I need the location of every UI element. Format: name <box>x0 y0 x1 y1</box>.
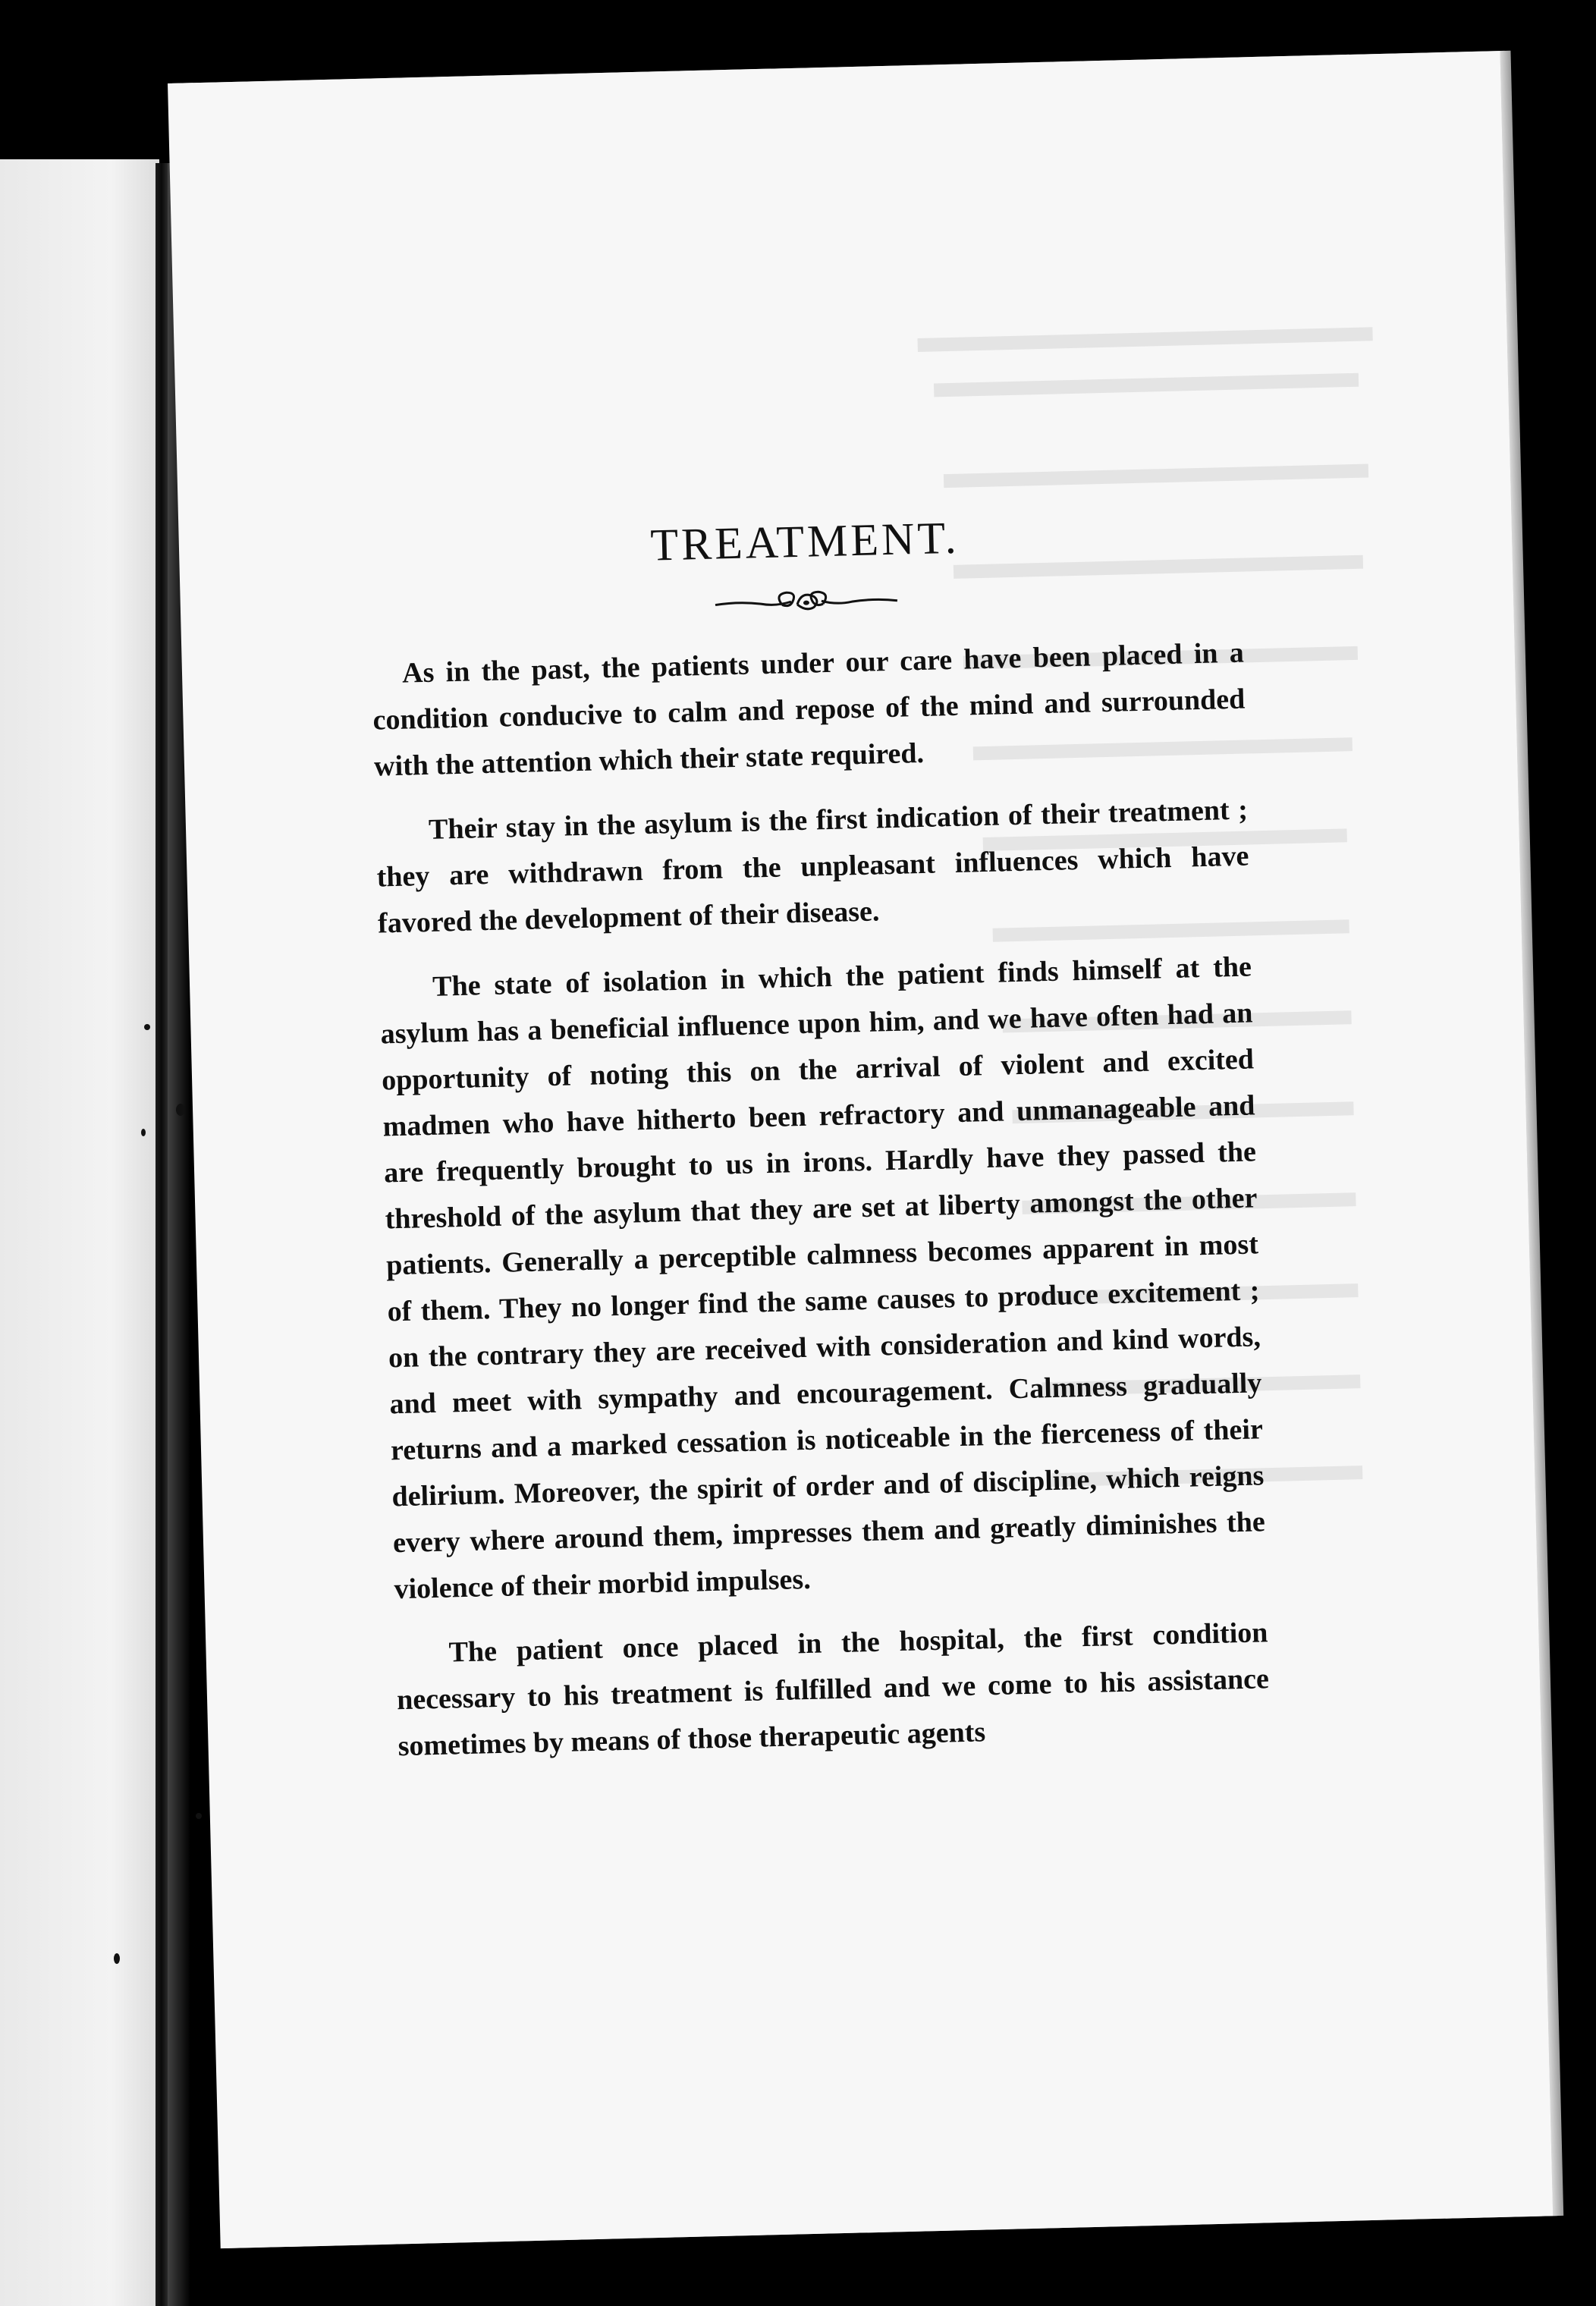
paragraph-3: The state of isolation in which the patient finds himself at the asylum has a beneficial influence upon him, and we have often had an opportunity of noting this on the arrival of violent and excited madmen who have hitherto been refractory and unmanageable and are frequently brought to us in irons. Hardly have they passed the threshold of the asylum that they are set at liberty amongst the other patients. Generally a perceptible calmness becomes apparent in most of them. They no longer find the same causes to produce excitement ; on the contrary they are received with consideration and kind words, and meet with sympathy and encouragement. Calmness gradually returns and a marked cessation is noticeable in the fierceness of their delirium. Moreover, the spirit of order and of discipline, which reigns every where around them, impresses them and greatly diminishes the violence of their morbid impulses. <box>380 950 1266 1606</box>
book-page <box>168 51 1553 2248</box>
page-edge <box>1500 51 1563 2216</box>
page-content <box>368 505 1271 1789</box>
page-heading: TREATMENT. <box>649 512 960 570</box>
paragraph-4: The patient once placed in the hospital, the first condition necessary to his treatment is fulfilled and we come to his assistance sometimes by means of those therapeutic agents <box>396 1616 1270 1763</box>
book-gutter <box>156 163 168 2306</box>
paragraph-1: As in the past, the patients under our care have been placed in a condition conducive to calm and repose of the mind and surrounded with the attention which their state required. <box>372 636 1246 783</box>
paragraph-2: Their stay in the asylum is the first indication of their treatment ; they are withdrawn from the unpleasant influences which have favored the development of their disease. <box>376 793 1249 940</box>
left-page <box>0 159 159 2306</box>
scroll-flourish-icon <box>707 582 905 620</box>
